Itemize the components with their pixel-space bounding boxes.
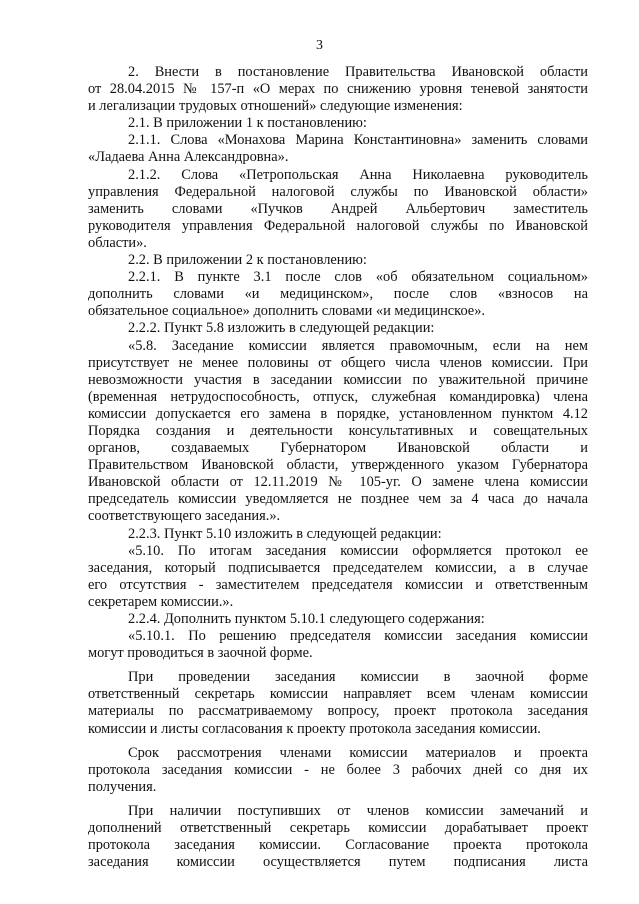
paragraph <box>88 252 588 269</box>
paragraph <box>88 269 588 320</box>
text-line: комиссии допускается его замена в порядке, установленном пунктом 4.12 <box>88 405 588 422</box>
paragraph-spacer <box>88 796 588 803</box>
page-number: 3 <box>316 38 323 53</box>
paragraph <box>88 132 588 166</box>
paragraph <box>88 167 588 252</box>
paragraph <box>88 611 588 628</box>
paragraph <box>88 526 588 543</box>
text-line: руководителя управления Федеральной налоговой службы по Ивановской <box>88 217 588 234</box>
text-line: 2. Внести в постановление Правительства Ивановской области <box>128 64 588 80</box>
text-line: 2.2.4. Дополнить пунктом 5.10.1 следующего содержания: <box>128 611 485 627</box>
text-line: органов, создаваемых Губернатором Ивановской области и <box>88 440 588 457</box>
paragraph <box>88 338 588 526</box>
text-line: получения. <box>88 778 157 795</box>
text-line: дополнений ответственный секретарь комиссии дорабатывает проект <box>88 820 588 837</box>
text-line: 2.2. В приложении 2 к постановлению: <box>128 252 367 269</box>
text-line: 2.1. В приложении 1 к постановлению: <box>128 115 367 132</box>
text-line: протокола заседания комиссии - не более 3 рабочих дней со дня их <box>88 761 588 778</box>
paragraph <box>88 803 588 871</box>
text-line: управления Федеральной налоговой службы по Ивановской области» <box>88 183 588 200</box>
paragraph <box>88 64 588 115</box>
text-line: невозможности участия в заседании комиссии по уважительной причине <box>88 371 588 388</box>
text-line: «5.8. Заседание комиссии является правомочным, если на нем <box>128 337 588 354</box>
text-line: (временная нетрудоспособность, отпуск, служебная командировка) члена <box>88 388 588 405</box>
text-line: «5.10. По итогам заседания комиссии оформляется протокол ее <box>128 542 588 559</box>
text-line: обязательное социальное» дополнить словами «и медицинское». <box>88 303 485 320</box>
paragraph-spacer <box>88 738 588 745</box>
text-line: присутствует не менее половины от общего числа членов комиссии. При <box>88 354 588 371</box>
paragraph <box>88 115 588 132</box>
text-line: комиссии и листы согласования к проекту протокола заседания комиссии. <box>88 720 541 737</box>
paragraph <box>88 745 588 796</box>
text-line: председатель комиссии уведомляется не позднее чем за 4 часа до начала <box>88 491 588 508</box>
text-line: его отсутствия - заместителем председателя комиссии и ответственным <box>88 576 588 593</box>
text-line: 2.1.2. Слова «Петропольская Анна Николаевна руководитель <box>128 166 588 183</box>
text-line: 2.2.2. Пункт 5.8 изложить в следующей редакции: <box>128 320 435 337</box>
text-line: секретарем комиссии.». <box>88 593 234 610</box>
text-line: Правительством Ивановской области, утвержденного указом Губернатора <box>88 457 588 474</box>
text-line: материалы по рассматриваемому вопросу, проект протокола заседания <box>88 703 588 720</box>
text-line: заменить словами «Пучков Андрей Альбертович заместитель <box>88 200 588 217</box>
paragraph <box>88 543 588 611</box>
text-line: «5.10.1. По решению председателя комиссии заседания комиссии <box>128 628 588 645</box>
text-line: протокола заседания комиссии. Согласование проекта протокола <box>88 837 588 854</box>
text-line: заседания, который подписывается председателем комиссии, а в случае <box>88 559 588 576</box>
text-line: Порядка создания и деятельности консультативных и совещательных <box>88 422 588 439</box>
text-line: соответствующего заседания.». <box>88 508 281 525</box>
text-line: 2.2.1. В пункте 3.1 после слов «об обязательном социальном» <box>128 269 588 286</box>
text-line: 2.2.3. Пункт 5.10 изложить в следующей редакции: <box>128 525 442 542</box>
text-line: 2.1.1. Слова «Монахова Марина Константиновна» заменить словами <box>128 132 588 149</box>
document-body <box>88 64 588 871</box>
text-line: «Ладаева Анна Александровна». <box>88 149 289 166</box>
text-line: и легализации трудовых отношений» следующие изменения: <box>88 98 463 115</box>
text-line: Срок рассмотрения членами комиссии материалов и проекта <box>128 744 588 761</box>
paragraph <box>88 320 588 337</box>
text-line: При наличии поступивших от членов комиссии замечаний и <box>128 802 588 819</box>
text-line: могут проводиться в заочной форме. <box>88 645 313 662</box>
text-line: Ивановской области от 12.11.2019 № 105-уг. О замене члена комиссии <box>88 474 588 491</box>
text-line: от 28.04.2015 № 157-п «О мерах по снижению уровня теневой занятости <box>88 81 588 98</box>
text-line: При проведении заседания комиссии в заочной форме <box>128 669 588 686</box>
text-line: дополнить словами «и медицинском», после слов «взносов на <box>88 286 588 303</box>
text-line: ответственный секретарь комиссии направляет всем членам комиссии <box>88 686 588 703</box>
text-line: области». <box>88 234 147 251</box>
paragraph <box>88 628 588 662</box>
text-line: заседания комиссии осуществляется путем подписания листа <box>88 854 588 871</box>
paragraph <box>88 669 588 737</box>
paragraph-spacer <box>88 662 588 669</box>
